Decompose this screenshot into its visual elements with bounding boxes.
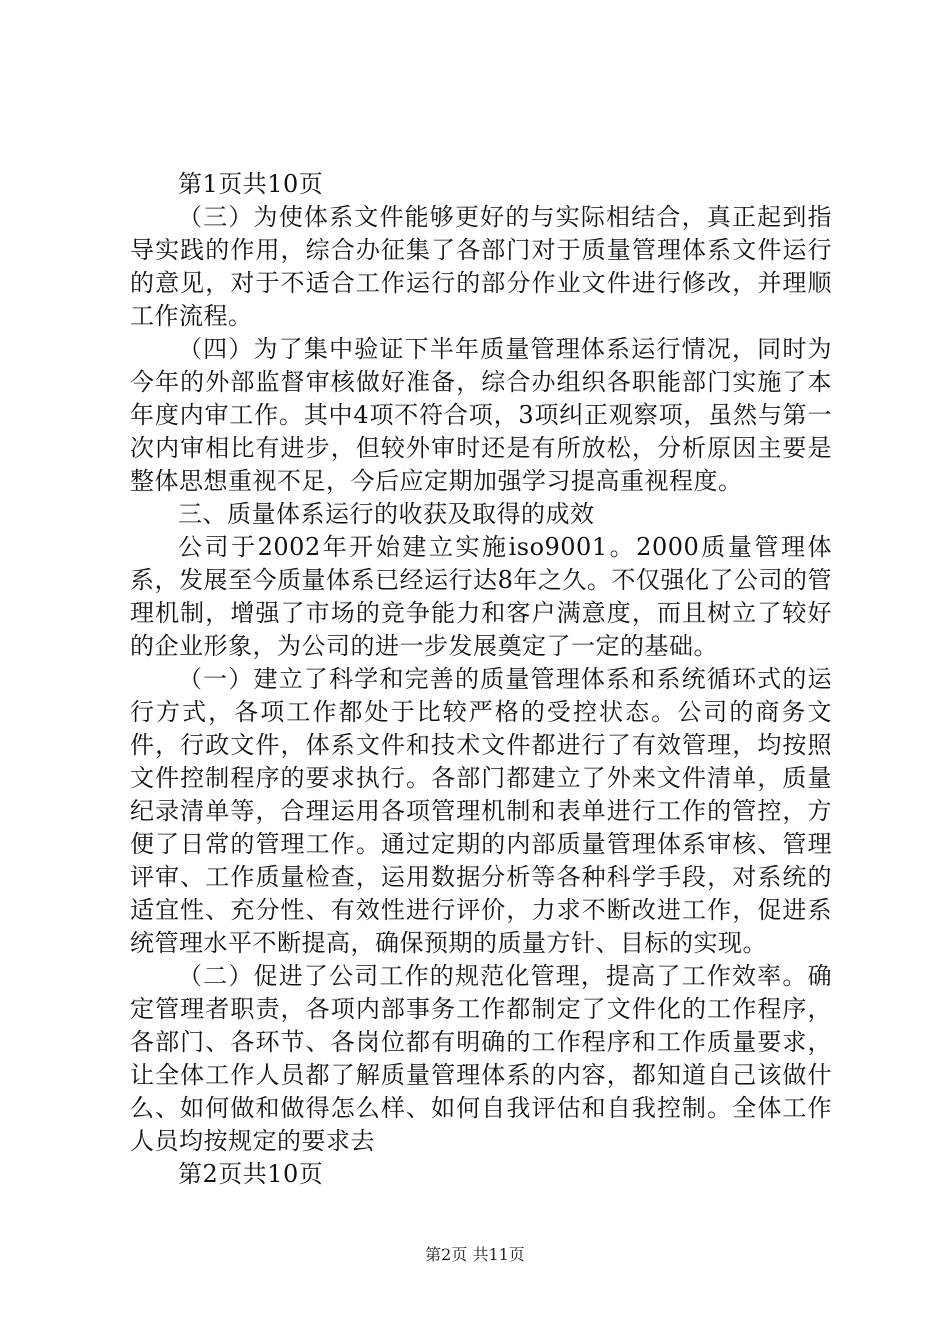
page-footer: 第2页 共11页: [425, 1245, 525, 1264]
page-label-top: 第1页共10页: [178, 170, 324, 198]
paragraph-3: （三）为使体系文件能够更好的与实际相结合，真正起到指导实践的作用，综合办征集了各部门对于质量管理体系文件运行的意见，对于不适合工作运行的部分作业文件进行修改，并理顺工作流程。: [130, 203, 832, 330]
page-label-bottom: 第2页共10页: [178, 1160, 324, 1188]
paragraph-2: （二）促进了公司工作的规范化管理，提高了工作效率。确定管理者职责，各项内部事务工作都制定了文件化的工作程序，各部门、各环节、各岗位都有明确的工作程序和工作质量要求，让全体工作人员都了解质量管理体系的内容，都知道自己该做什么、如何做和做得怎么样、如何自我评估和自我控制。全体工作人员均按规定的要求去: [130, 962, 832, 1155]
section-heading: 三、质量体系运行的收获及取得的成效: [178, 500, 595, 528]
paragraph-1: （一）建立了科学和完善的质量管理体系和系统循环式的运行方式，各项工作都处于比较严格的受控状态。公司的商务文件，行政文件，体系文件和技术文件都进行了有效管理，均按照文件控制程序的要求执行。各部门都建立了外来文件清单，质量纪录清单等，合理运用各项管理机制和表单进行工作的管控，方便了日常的管理工作。通过定期的内部质量管理体系审核、管理评审、工作质量检查，运用数据分析等各种科学手段，对系统的适宜性、充分性、有效性进行评价，力求不断改进工作，促进系统管理水平不断提高，确保预期的质量方针、目标的实现。: [130, 665, 832, 957]
document-body: [130, 168, 832, 1191]
paragraph-intro: 公司于2002年开始建立实施iso9001。2000质量管理体系，发展至今质量体系已经运行达8年之久。不仅强化了公司的管理机制，增强了市场的竞争能力和客户满意度，而且树立了较好的企业形象，为公司的进一步发展奠定了一定的基础。: [130, 533, 832, 660]
paragraph-4: （四）为了集中验证下半年质量管理体系运行情况，同时为今年的外部监督审核做好准备，综合办组织各职能部门实施了本年度内审工作。其中4项不符合项，3项纠正观察项，虽然与第一次内审相比有进步，但较外审时还是有所放松，分析原因主要是整体思想重视不足，今后应定期加强学习提高重视程度。: [130, 335, 832, 495]
